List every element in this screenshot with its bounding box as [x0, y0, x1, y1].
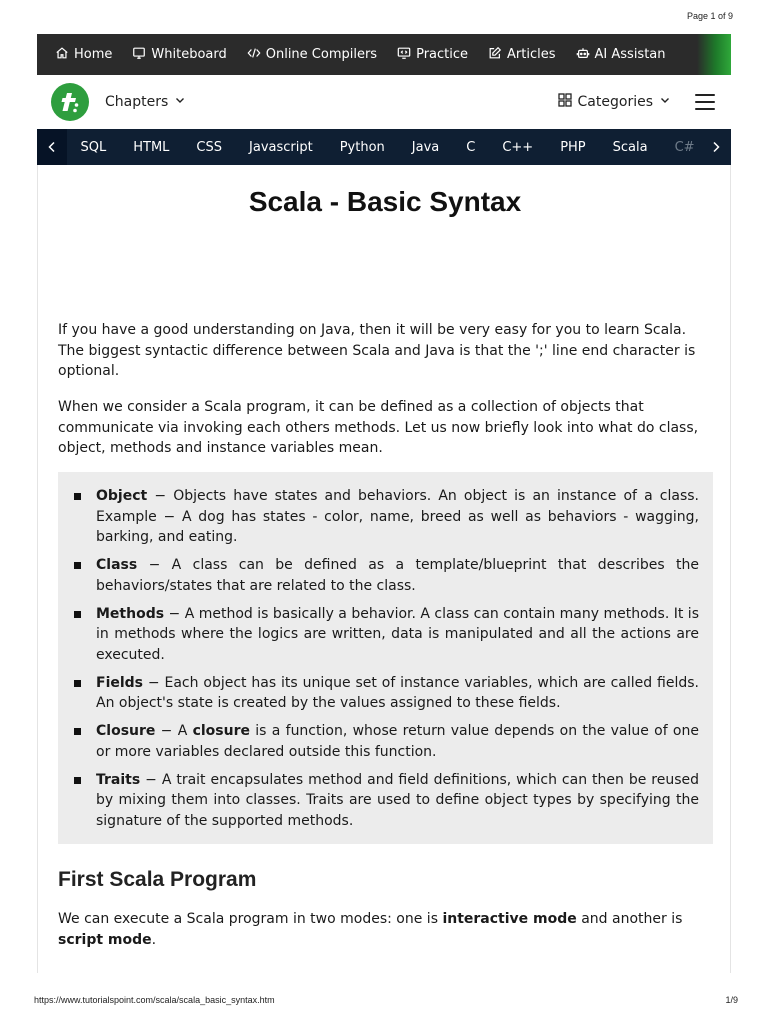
list-item [96, 604, 699, 666]
term-fields: Fields [96, 674, 144, 691]
footer-url: https://www.tutorialspoint.com/scala/scala_basic_syntax.htm [34, 995, 275, 1005]
chapters-label: Chapters [105, 94, 169, 110]
definition-text: − Objects have states and behaviors. An object is an instance of a class. Example − A dog has states - color, name, breed as well as behaviors - wagging, barking, and eating. [96, 488, 699, 545]
list-item [96, 721, 699, 762]
site-header [37, 75, 731, 129]
robot-icon [576, 46, 590, 64]
modes-paragraph [58, 909, 708, 950]
modes-text: We can execute a Scala program in two modes: one is [58, 911, 443, 927]
definition-text: − A method is basically a behavior. A class can contain many methods. It is in methods where the logics are written, data is manipulated and all the actions are executed. [96, 605, 699, 663]
list-item [96, 486, 699, 548]
list-item [96, 555, 699, 596]
lang-php[interactable]: PHP [560, 139, 586, 155]
lang-python[interactable]: Python [339, 139, 385, 155]
page-counter: Page 1 of 9 [686, 11, 733, 21]
intro-paragraph-1: If you have a good understanding on Java, then it will be very easy for you to learn Scala. The biggest syntactic difference between Scala and Java is that the ';' line end character is optional. [58, 322, 696, 379]
edit-icon [488, 46, 502, 64]
chevron-right-icon[interactable] [701, 129, 731, 165]
lang-css[interactable]: CSS [196, 139, 223, 155]
section-heading: First Scala Program [58, 868, 257, 891]
lang-sql[interactable]: SQL [80, 139, 107, 155]
lang-html[interactable]: HTML [133, 139, 170, 155]
list-item [96, 770, 699, 832]
grid-icon [558, 93, 572, 111]
modes-text: . [151, 931, 157, 948]
article-content [37, 165, 731, 973]
chevron-left-icon[interactable] [37, 129, 67, 165]
lang-javascript[interactable]: Javascript [249, 139, 313, 155]
modes-text: and another is [576, 911, 683, 927]
nav-ai-assistant[interactable] [566, 34, 676, 75]
page-title: Scala - Basic Syntax [248, 186, 522, 217]
interactive-mode-emphasis: interactive mode [442, 911, 577, 927]
nav-online-compilers[interactable] [237, 34, 387, 75]
term-methods: Methods [96, 605, 165, 622]
code-icon [247, 46, 261, 64]
intro-paragraph-2: When we consider a Scala program, it can be defined as a collection of objects that communicate via invoking each others methods. Let us now briefly look into what do class, object, methods and instance variables mean. [58, 399, 699, 456]
definition-text: − A trait encapsulates method and field definitions, which can then be reused by mixing them into classes. Traits are used to define object types by specifying the signature of the supported methods. [96, 771, 699, 829]
definitions-list [58, 472, 713, 831]
definitions-box [58, 472, 713, 844]
categories-dropdown[interactable] [558, 75, 671, 129]
term-object: Object [96, 488, 148, 504]
list-item [96, 673, 699, 714]
top-navigation [37, 34, 731, 75]
definition-text: − A class can be defined as a template/blueprint that describes the behaviors/states that are related to the class. [96, 557, 699, 594]
lang-java[interactable]: Java [411, 139, 440, 155]
term-traits: Traits [96, 771, 141, 788]
lang-scala[interactable]: Scala [612, 139, 648, 155]
chapters-dropdown[interactable] [105, 75, 186, 129]
whiteboard-icon [132, 46, 146, 64]
practice-icon [397, 46, 411, 64]
logo-mark-icon [57, 89, 83, 115]
categories-label: Categories [577, 94, 653, 110]
nav-articles[interactable] [478, 34, 565, 75]
nav-scroll-fade [697, 34, 731, 75]
lang-c[interactable]: C [466, 139, 476, 155]
nav-home-label: Home [74, 47, 113, 62]
nav-whiteboard[interactable] [122, 34, 236, 75]
footer-page-number: 1/9 [725, 995, 738, 1005]
language-bar [37, 129, 731, 165]
nav-whiteboard-label: Whiteboard [151, 47, 227, 62]
nav-online-compilers-label: Online Compilers [265, 47, 378, 62]
lang-csharp[interactable]: C# [674, 139, 695, 155]
chevron-down-icon [174, 94, 186, 110]
script-mode-emphasis: script mode [58, 931, 152, 948]
closure-emphasis: closure [192, 723, 250, 739]
definition-text: − A [155, 723, 193, 739]
chevron-down-icon [659, 94, 671, 110]
nav-articles-label: Articles [507, 47, 556, 62]
tutorialspoint-logo[interactable] [51, 83, 89, 121]
lang-cpp[interactable]: C++ [502, 139, 534, 155]
term-closure: Closure [96, 723, 156, 739]
nav-ai-assistant-label: AI Assistan [594, 47, 666, 62]
nav-home[interactable] [37, 34, 122, 75]
hamburger-menu-icon[interactable] [695, 94, 715, 110]
nav-practice-label: Practice [416, 47, 469, 62]
definition-text: is a function, whose return value depends on the value of one or more variables declared outside this function. [96, 723, 699, 760]
home-icon [55, 46, 69, 64]
nav-practice[interactable] [387, 34, 478, 75]
term-class: Class [96, 557, 138, 573]
definition-text: − Each object has its unique set of instance variables, which are called fields. An object's state is created by the values assigned to these fields. [96, 674, 699, 711]
